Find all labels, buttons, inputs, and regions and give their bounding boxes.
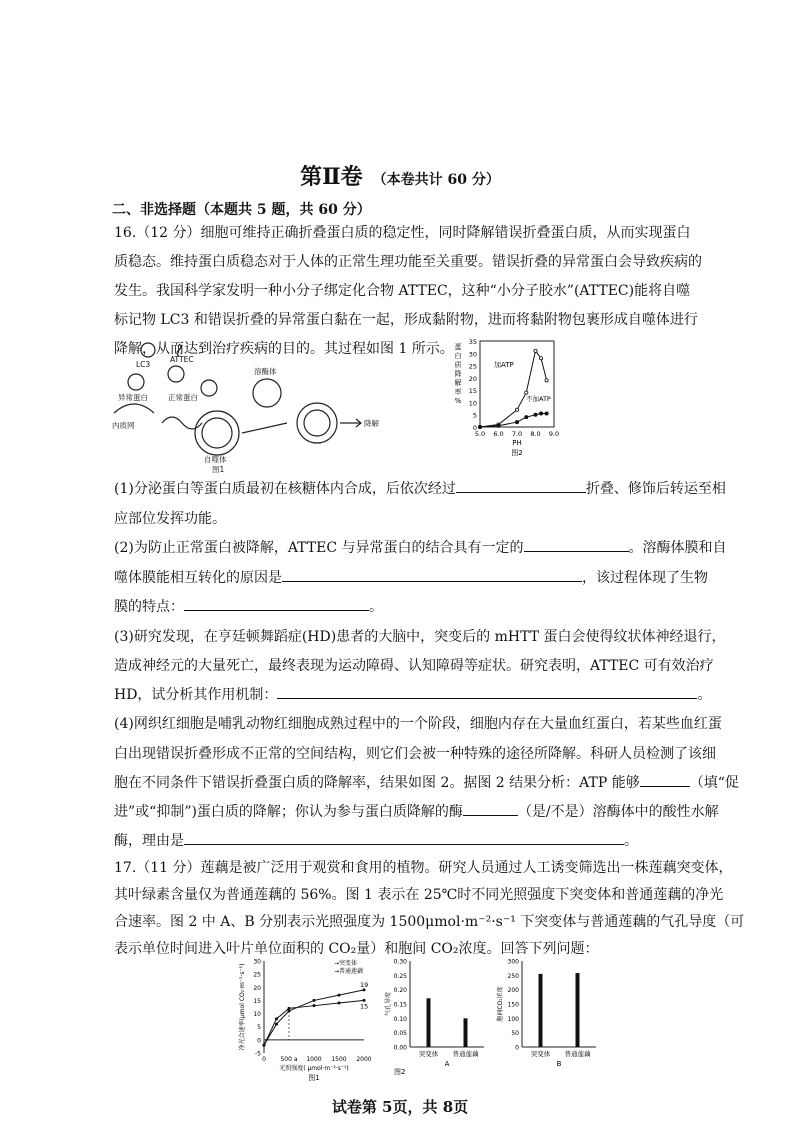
- fig2-label-atp: 加ATP: [494, 361, 514, 369]
- fig2-ytick: 35: [468, 338, 477, 346]
- q17f1-ytick: 15: [253, 997, 261, 1005]
- fig2-ytick: 5: [472, 411, 477, 420]
- fig2-xtick: 7.0: [511, 430, 523, 438]
- q17figA-caption: 图2: [394, 1068, 406, 1076]
- q17f1-point: [288, 1009, 291, 1012]
- fused-vesicle-shape: [297, 403, 337, 443]
- q17f1-ylabel: 净光合速率(μmol CO₂·m⁻²·s⁻¹): [239, 963, 246, 1051]
- q17-line3: 合速率。图 2 中 A、B 分别表示光照强度为 1500μmol·m⁻²·s⁻¹ 下突变体与普通莲藕的气孔导度（可: [114, 914, 745, 930]
- q17figB-xtick: 普通莲藕: [564, 1050, 591, 1058]
- q17figB-bar: [539, 974, 543, 1047]
- q17f1-xlabel: 光照强度( μmol·m⁻²·s⁻¹): [279, 1065, 349, 1072]
- q17f1-xtick: 500 a: [280, 1056, 298, 1063]
- q16-p2-line2: [114, 567, 708, 587]
- q16-p3-line3: [114, 684, 712, 704]
- q17f1-ytick: 0: [257, 1037, 261, 1045]
- q17figB-xtick: 突变体: [530, 1050, 551, 1058]
- fig2-xtick: 5.0: [474, 430, 486, 438]
- q17figA-bar: [427, 998, 431, 1047]
- q16-figure-2: [452, 335, 562, 460]
- fig2-ylabel-char: 质: [454, 361, 462, 369]
- er-shape: [114, 404, 154, 413]
- fig1-caption: 图1: [212, 465, 225, 473]
- autophagosome-inner: [202, 418, 232, 448]
- q17f1-ytick: 20: [253, 984, 261, 992]
- fig1-normal: 正常蛋白: [168, 393, 198, 402]
- q17f1-xtick: 0: [262, 1056, 266, 1063]
- q17figB-ytick: 150: [507, 1001, 519, 1009]
- fig2-ylabel-char: %: [454, 397, 462, 405]
- fig2-point: [515, 420, 518, 423]
- q16-p3c: HD，试分析其作用机制：: [114, 687, 278, 703]
- q16-p2e: 膜的特点：: [114, 599, 184, 615]
- fig2-point: [539, 357, 542, 360]
- page-footer: 试卷第 5页，共 8页: [331, 1098, 469, 1116]
- q17figA-xtick: 普通莲藕: [452, 1050, 479, 1058]
- fig2-xtick: 9.0: [548, 430, 560, 438]
- q17figB-ytick: 250: [507, 972, 519, 980]
- fig1-attec: ATTEC: [170, 355, 194, 364]
- fig2-point: [525, 416, 528, 419]
- q17figA-ytick: 0.10: [393, 1015, 407, 1023]
- q17figB-ytick: 50: [511, 1030, 519, 1038]
- fig2-label-noatp: 不加ATP: [526, 395, 551, 403]
- q16-p4g: 酶，理由是: [114, 833, 184, 849]
- q17f1-point: [288, 1007, 291, 1010]
- q17figA-bar: [464, 1018, 468, 1047]
- fig2-ytick: 20: [468, 374, 477, 383]
- q17-figure-2b: [496, 955, 601, 1083]
- q17f1-point: [338, 994, 341, 997]
- fig2-ytick: 30: [468, 350, 477, 359]
- fig2-point: [478, 425, 481, 428]
- q17f1-xtick: 2000: [356, 1056, 372, 1063]
- fig1-lysosome: 溶酶体: [254, 367, 277, 376]
- q16-p1-line2: 应部位发挥功能。: [114, 511, 226, 527]
- q16-p4-line1: (4)网织红细胞是哺乳动物红细胞成熟过程中的一个阶段，细胞内存在大量血红蛋白，若某些血红蛋: [114, 716, 722, 732]
- fig2-point: [497, 424, 500, 427]
- q17figA-ytick: 0.25: [393, 972, 407, 980]
- fig2-point: [545, 379, 548, 382]
- fig2-point: [534, 413, 537, 416]
- q16-p2c: 噬体膜能相互转化的原因是: [114, 570, 282, 586]
- q17f1-val15: 15: [360, 1002, 369, 1011]
- q16-blank-7[interactable]: [463, 801, 518, 816]
- q16-p4e: 进”或“抑制”)蛋白质的降解；你认为参与蛋白质降解的酶: [114, 804, 463, 820]
- q16-blank-8[interactable]: [184, 830, 624, 845]
- fig2-ylabel-char: 白: [454, 352, 462, 360]
- q16-blank-1[interactable]: [456, 478, 586, 493]
- q17f1-val19: 19: [360, 980, 369, 989]
- q16-p4h: 。: [624, 833, 638, 849]
- q17-line1: 17.（11 分）莲藕是被广泛用于观赏和食用的植物。研究人员通过人工诱变筛选出一株莲藕突变体，: [114, 860, 733, 876]
- fig1-abnormal: 异常蛋白: [118, 393, 148, 402]
- q16-blank-3[interactable]: [282, 567, 582, 582]
- q17f1-ytick: 30: [253, 958, 261, 966]
- q16-blank-2[interactable]: [524, 537, 629, 552]
- fig2-ytick: 0: [472, 424, 477, 432]
- q16-p1b: 折叠、修饰后转运至相: [585, 481, 726, 497]
- fig2-point: [515, 408, 518, 411]
- q16-blank-5[interactable]: [277, 684, 697, 699]
- q16-p3-line1: (3)研究发现，在亨廷顿舞蹈症(HD)患者的大脑中，突变后的 mHTT 蛋白会使得纹状体神经退行，: [114, 629, 726, 645]
- q17figA-xtick: 突变体: [418, 1050, 439, 1058]
- q17f1-ytick: 5: [257, 1024, 261, 1032]
- fig2-ylabel-char: 率: [454, 388, 462, 396]
- fig2-ytick: 15: [468, 387, 477, 396]
- q17figA-ytick: 0.30: [393, 958, 407, 966]
- q17f1-xtick: 1500: [331, 1056, 347, 1063]
- q16-p2d: ，该过程体现了生物: [582, 570, 708, 586]
- q16-blank-6[interactable]: [640, 772, 690, 787]
- q17figB-ylabel: 胞间CO₂浓度: [497, 986, 504, 1022]
- fig2-ytick: 25: [468, 362, 477, 371]
- q17-line4: 表示单位时间进入叶片单位面积的 CO₂量）和胞间 CO₂浓度。回答下列问题：: [114, 941, 599, 957]
- q16-blank-4[interactable]: [184, 596, 369, 611]
- q17f1-ytick: -5: [255, 1050, 261, 1058]
- fig2-xlabel: PH: [512, 439, 522, 447]
- q17f1-legend-mutant: →突变体: [334, 960, 358, 967]
- section-title: [0, 160, 800, 191]
- q16-p4-line2: 白出现错误折叠形成不正常的空间结构，则它们会被一种特殊的途径所降解。科研人员检测了该细: [114, 746, 716, 762]
- q16-p4-line3: [114, 772, 739, 792]
- fused-vesicle-inner: [304, 410, 330, 436]
- fig1-membrane: 内质网: [112, 421, 135, 430]
- q16-p3-line2: 造成神经元的大量死亡，最终表现为运动障碍、认知障碍等症状。研究表明，ATTEC 可有效治疗: [114, 658, 714, 674]
- q17f1-xtick: 1000: [306, 1056, 322, 1063]
- q17figB-ytick: 0: [515, 1044, 519, 1052]
- fig2-point: [545, 412, 548, 415]
- fig1-autophagosome: 自噬体: [204, 455, 227, 464]
- q16-p2-line3: [114, 596, 704, 616]
- q16-p4c: 胞在不同条件下错误折叠蛋白质的降解率，结果如图 2。据图 2 结果分析：ATP 能够: [114, 775, 640, 791]
- q17figB-ytick: 200: [507, 987, 519, 995]
- fig2-point: [525, 391, 528, 394]
- q16-p1-line1: [114, 478, 726, 498]
- q17figA-label: A: [444, 1060, 450, 1068]
- fig2-point: [539, 412, 542, 415]
- q17f1-point: [313, 999, 316, 1002]
- abnormal-protein-shape: [128, 374, 144, 390]
- q17f1-point: [275, 1023, 278, 1026]
- q17figA-ytick: 0.00: [393, 1044, 407, 1052]
- q16-p2-line1: [114, 537, 727, 557]
- q17figB-bar: [576, 973, 580, 1047]
- q17f1-ytick: 10: [253, 1011, 261, 1019]
- q16-p3d: 。: [697, 687, 712, 703]
- q17f1-point: [313, 1004, 316, 1007]
- normal-protein-shape: [201, 380, 217, 396]
- q17f1-point: [263, 1044, 266, 1047]
- q17figA-ytick: 0.20: [393, 987, 407, 995]
- fig2-xtick: 6.0: [493, 430, 504, 438]
- q17figB-ytick: 300: [507, 958, 519, 966]
- q17-figure-1: [238, 955, 378, 1083]
- q17figA-ytick: 0.05: [393, 1030, 407, 1038]
- fig2-xtick: 8.0: [530, 430, 541, 438]
- fig1-degrade: 降解: [364, 419, 379, 428]
- lc3-shape: [141, 343, 155, 357]
- q16-p4-line5: [114, 830, 704, 850]
- part-heading: 二、非选择题（本题共 5 题，共 60 分）: [112, 202, 371, 218]
- q16-p4f: （是/不是）溶酶体中的酸性水解: [517, 804, 719, 820]
- q17figA-ylabel: 气孔导度: [385, 991, 392, 1017]
- q17-figure-2a: [384, 955, 489, 1083]
- q16-p2a: (2)为防止正常蛋白被降解，ATTEC 与异常蛋白的结合具有一定的: [114, 540, 524, 556]
- q17figA-ytick: 0.15: [393, 1001, 407, 1009]
- attec-complex: [168, 366, 184, 382]
- q17f1-point: [338, 1002, 341, 1005]
- fig2-ylabel-char: 降: [454, 370, 462, 378]
- q17f1-series-line: [264, 990, 364, 1045]
- fig2-ytick: 10: [468, 399, 477, 408]
- q16-p2b: 。溶酶体膜和自: [628, 540, 727, 556]
- q17figB-label: B: [556, 1060, 562, 1068]
- fig2-ylabel-char: 蛋: [454, 343, 462, 351]
- q17f1-point: [275, 1017, 278, 1020]
- section-title-sub: （本卷共计 60 分）: [372, 172, 500, 188]
- q16-p4-line4: [114, 801, 719, 821]
- q16-figure-1: [112, 338, 392, 473]
- section-title-main: 第Ⅱ卷: [300, 164, 363, 190]
- q17f1-legend-normal: →普通莲藕: [334, 968, 364, 975]
- q16-p1a: (1)分泌蛋白等蛋白质最初在核糖体内合成，后依次经过: [114, 481, 456, 497]
- fig1-lc3: LC3: [136, 360, 151, 369]
- arrow-1: [242, 423, 287, 433]
- fig2-point: [534, 349, 537, 352]
- q16-p4d: （填“促: [689, 775, 739, 791]
- q17f1-caption: 图1: [308, 1074, 320, 1082]
- fig2-caption: 图2: [511, 449, 523, 457]
- q16-p2f: 。: [369, 599, 383, 615]
- q17figB-ytick: 100: [507, 1015, 519, 1023]
- lysosome-shape: [253, 379, 281, 407]
- fig2-ylabel-char: 解: [454, 379, 462, 387]
- q17-line2: 其叶绿素含量仅为普通莲藕的 56%。图 1 表示在 25℃时不同光照强度下突变体和普通莲藕的净光: [114, 887, 724, 903]
- q17f1-ytick: 25: [253, 971, 261, 979]
- q16-intro: 16.（12 分）细胞可维持正确折叠蛋白质的稳定性，同时降解错误折叠蛋白质，从而实现蛋白质稳态。维持蛋白质稳态对于人体的正常生理功能至关重要。错误折叠的异常蛋白会导致疾病的发生。我国科学家发明一种小分子绑定化合物 ATTEC，这种“小分子胶水”(ATTEC)能将自噬标记物 LC3 和错误折叠的异常蛋白黏在一起，形成黏附物，进而将黏附物包裹形成自噬体进行降解，从而达到治疗疾病的目的。其过程如图 1 所示。: [114, 225, 702, 357]
